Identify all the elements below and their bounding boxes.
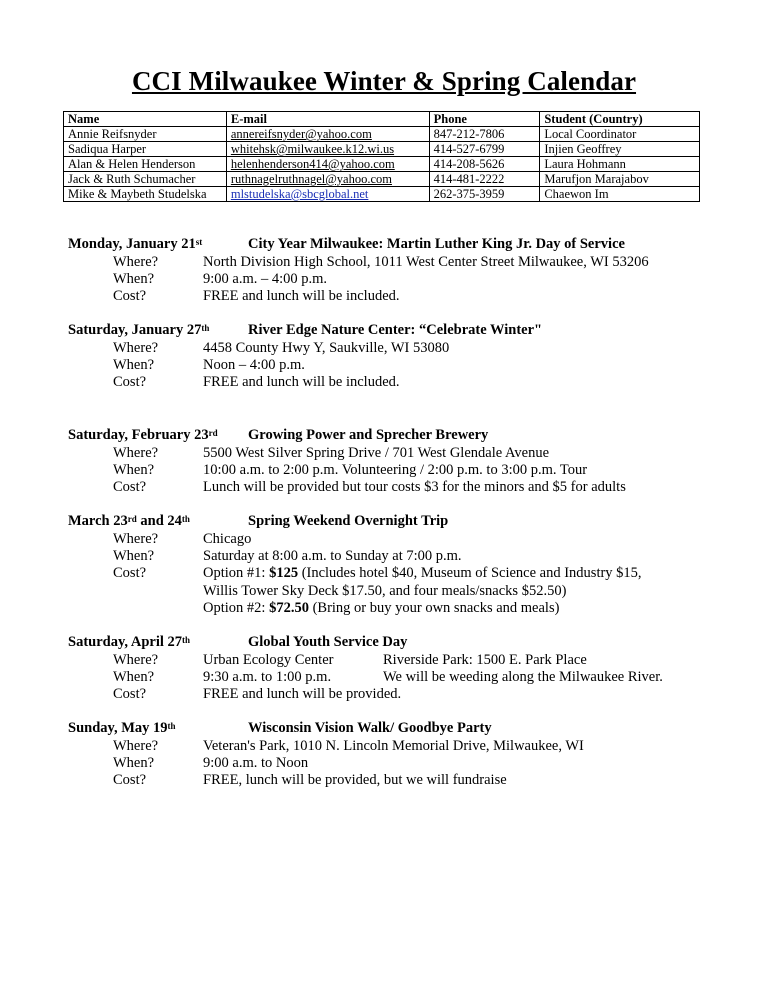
event-celebrate-winter — [68, 322, 728, 392]
email-link[interactable]: annereifsnyder@yahoo.com — [226, 127, 429, 142]
event-time: 10:00 a.m. to 2:00 p.m. Volunteering / 2:00 p.m. to 3:00 p.m. Tour — [203, 462, 588, 479]
event-growing-power — [68, 427, 728, 497]
email-link[interactable]: mlstudelska@sbcglobal.net — [226, 187, 429, 202]
cost-label: Cost? — [113, 565, 147, 582]
event-cost: Lunch will be provided but tour costs $3 for the minors and $5 for adults — [203, 479, 626, 496]
cost-label: Cost? — [113, 288, 147, 305]
event-cost: FREE and lunch will be included. — [203, 288, 400, 305]
event-cost: FREE and lunch will be provided. — [203, 686, 402, 703]
event-date: Saturday, April 27th — [68, 634, 191, 650]
when-label: When? — [113, 462, 155, 479]
event-location: 5500 West Silver Spring Drive / 701 West Glendale Avenue — [203, 445, 550, 461]
event-date: Saturday, January 27th — [68, 322, 210, 338]
event-location: 4458 County Hwy Y, Saukville, WI 53080 — [203, 340, 450, 356]
when-label: When? — [113, 271, 155, 288]
event-title: Growing Power and Sprecher Brewery — [248, 427, 489, 443]
event-title: City Year Milwaukee: Martin Luther King Jr. Day of Service — [248, 236, 625, 252]
contact-name: Alan & Helen Henderson — [64, 157, 227, 172]
table-row — [64, 157, 700, 172]
contact-student: Injien Geoffrey — [540, 142, 700, 157]
event-title: River Edge Nature Center: “Celebrate Winter" — [248, 322, 543, 338]
table-row — [64, 127, 700, 142]
cost-option-2: Option #2: $72.50 (Bring or buy your own snacks and meals) — [203, 599, 560, 616]
event-cost: FREE, lunch will be provided, but we will fundraise — [203, 772, 507, 789]
email-link[interactable]: helenhenderson414@yahoo.com — [226, 157, 429, 172]
cost-option-1: Option #1: $125 (Includes hotel $40, Museum of Science and Industry $15, — [203, 565, 642, 582]
cost-label: Cost? — [113, 374, 147, 391]
contact-student: Local Coordinator — [540, 127, 700, 142]
cost-option-1-continued: Willis Tower Sky Deck $17.50, and four meals/snacks $52.50) — [203, 582, 567, 599]
event-time: Saturday at 8:00 a.m. to Sunday at 7:00 p.m. — [203, 548, 462, 565]
cost-label: Cost? — [113, 686, 147, 703]
contact-phone: 414-208-5626 — [429, 157, 540, 172]
contact-phone: 414-527-6799 — [429, 142, 540, 157]
contact-name: Mike & Maybeth Studelska — [64, 187, 227, 202]
contacts-table — [63, 111, 700, 202]
when-label: When? — [113, 755, 155, 772]
where-label: Where? — [113, 445, 159, 461]
event-date: Saturday, February 23rd — [68, 427, 218, 443]
event-location: North Division High School, 1011 West Center Street Milwaukee, WI 53206 — [203, 254, 649, 270]
event-vision-walk — [68, 720, 728, 790]
event-location: Veteran's Park, 1010 N. Lincoln Memorial Drive, Milwaukee, WI — [203, 738, 584, 754]
contact-phone: 414-481-2222 — [429, 172, 540, 187]
column-header-phone: Phone — [429, 112, 540, 127]
email-link[interactable]: whitehsk@milwaukee.k12.wi.us — [226, 142, 429, 157]
contact-student: Chaewon Im — [540, 187, 700, 202]
event-date: Sunday, May 19th — [68, 720, 176, 736]
email-link[interactable]: ruthnagelruthnagel@yahoo.com — [226, 172, 429, 187]
contact-student: Laura Hohmann — [540, 157, 700, 172]
contact-student: Marufjon Marajabov — [540, 172, 700, 187]
event-location: Urban Ecology Center — [203, 652, 334, 668]
event-mlk-day — [68, 236, 728, 306]
cost-label: Cost? — [113, 479, 147, 496]
contact-phone: 262-375-3959 — [429, 187, 540, 202]
page-title: CCI Milwaukee Winter & Spring Calendar — [131, 66, 637, 96]
when-label: When? — [113, 357, 155, 374]
column-header-email: E-mail — [226, 112, 429, 127]
contact-name: Annie Reifsnyder — [64, 127, 227, 142]
event-overnight-trip — [68, 513, 728, 617]
event-title: Spring Weekend Overnight Trip — [248, 513, 449, 529]
where-label: Where? — [113, 652, 159, 668]
event-location-detail: Riverside Park: 1500 E. Park Place — [383, 652, 587, 668]
table-row — [64, 172, 700, 187]
column-header-name: Name — [64, 112, 227, 127]
where-label: Where? — [113, 738, 159, 754]
event-title: Wisconsin Vision Walk/ Goodbye Party — [248, 720, 492, 736]
where-label: Where? — [113, 340, 159, 356]
table-header-row — [64, 112, 700, 127]
event-cost: FREE and lunch will be included. — [203, 374, 400, 391]
cost-label: Cost? — [113, 772, 147, 789]
event-time: Noon – 4:00 p.m. — [203, 357, 305, 374]
event-location: Chicago — [203, 531, 252, 547]
column-header-student: Student (Country) — [540, 112, 700, 127]
event-youth-service-day — [68, 634, 728, 704]
table-row — [64, 142, 700, 157]
table-row — [64, 187, 700, 202]
contact-phone: 847-212-7806 — [429, 127, 540, 142]
where-label: Where? — [113, 531, 159, 547]
event-time: 9:30 a.m. to 1:00 p.m. — [203, 669, 332, 686]
event-time: 9:00 a.m. – 4:00 p.m. — [203, 271, 328, 288]
event-date: March 23rd and 24th — [68, 513, 190, 529]
where-label: Where? — [113, 254, 159, 270]
event-time: 9:00 a.m. to Noon — [203, 755, 309, 772]
event-date: Monday, January 21st — [68, 236, 203, 252]
when-label: When? — [113, 669, 155, 686]
contact-name: Sadiqua Harper — [64, 142, 227, 157]
contact-name: Jack & Ruth Schumacher — [64, 172, 227, 187]
event-title: Global Youth Service Day — [248, 634, 408, 650]
when-label: When? — [113, 548, 155, 565]
event-time-note: We will be weeding along the Milwaukee River. — [383, 669, 663, 686]
